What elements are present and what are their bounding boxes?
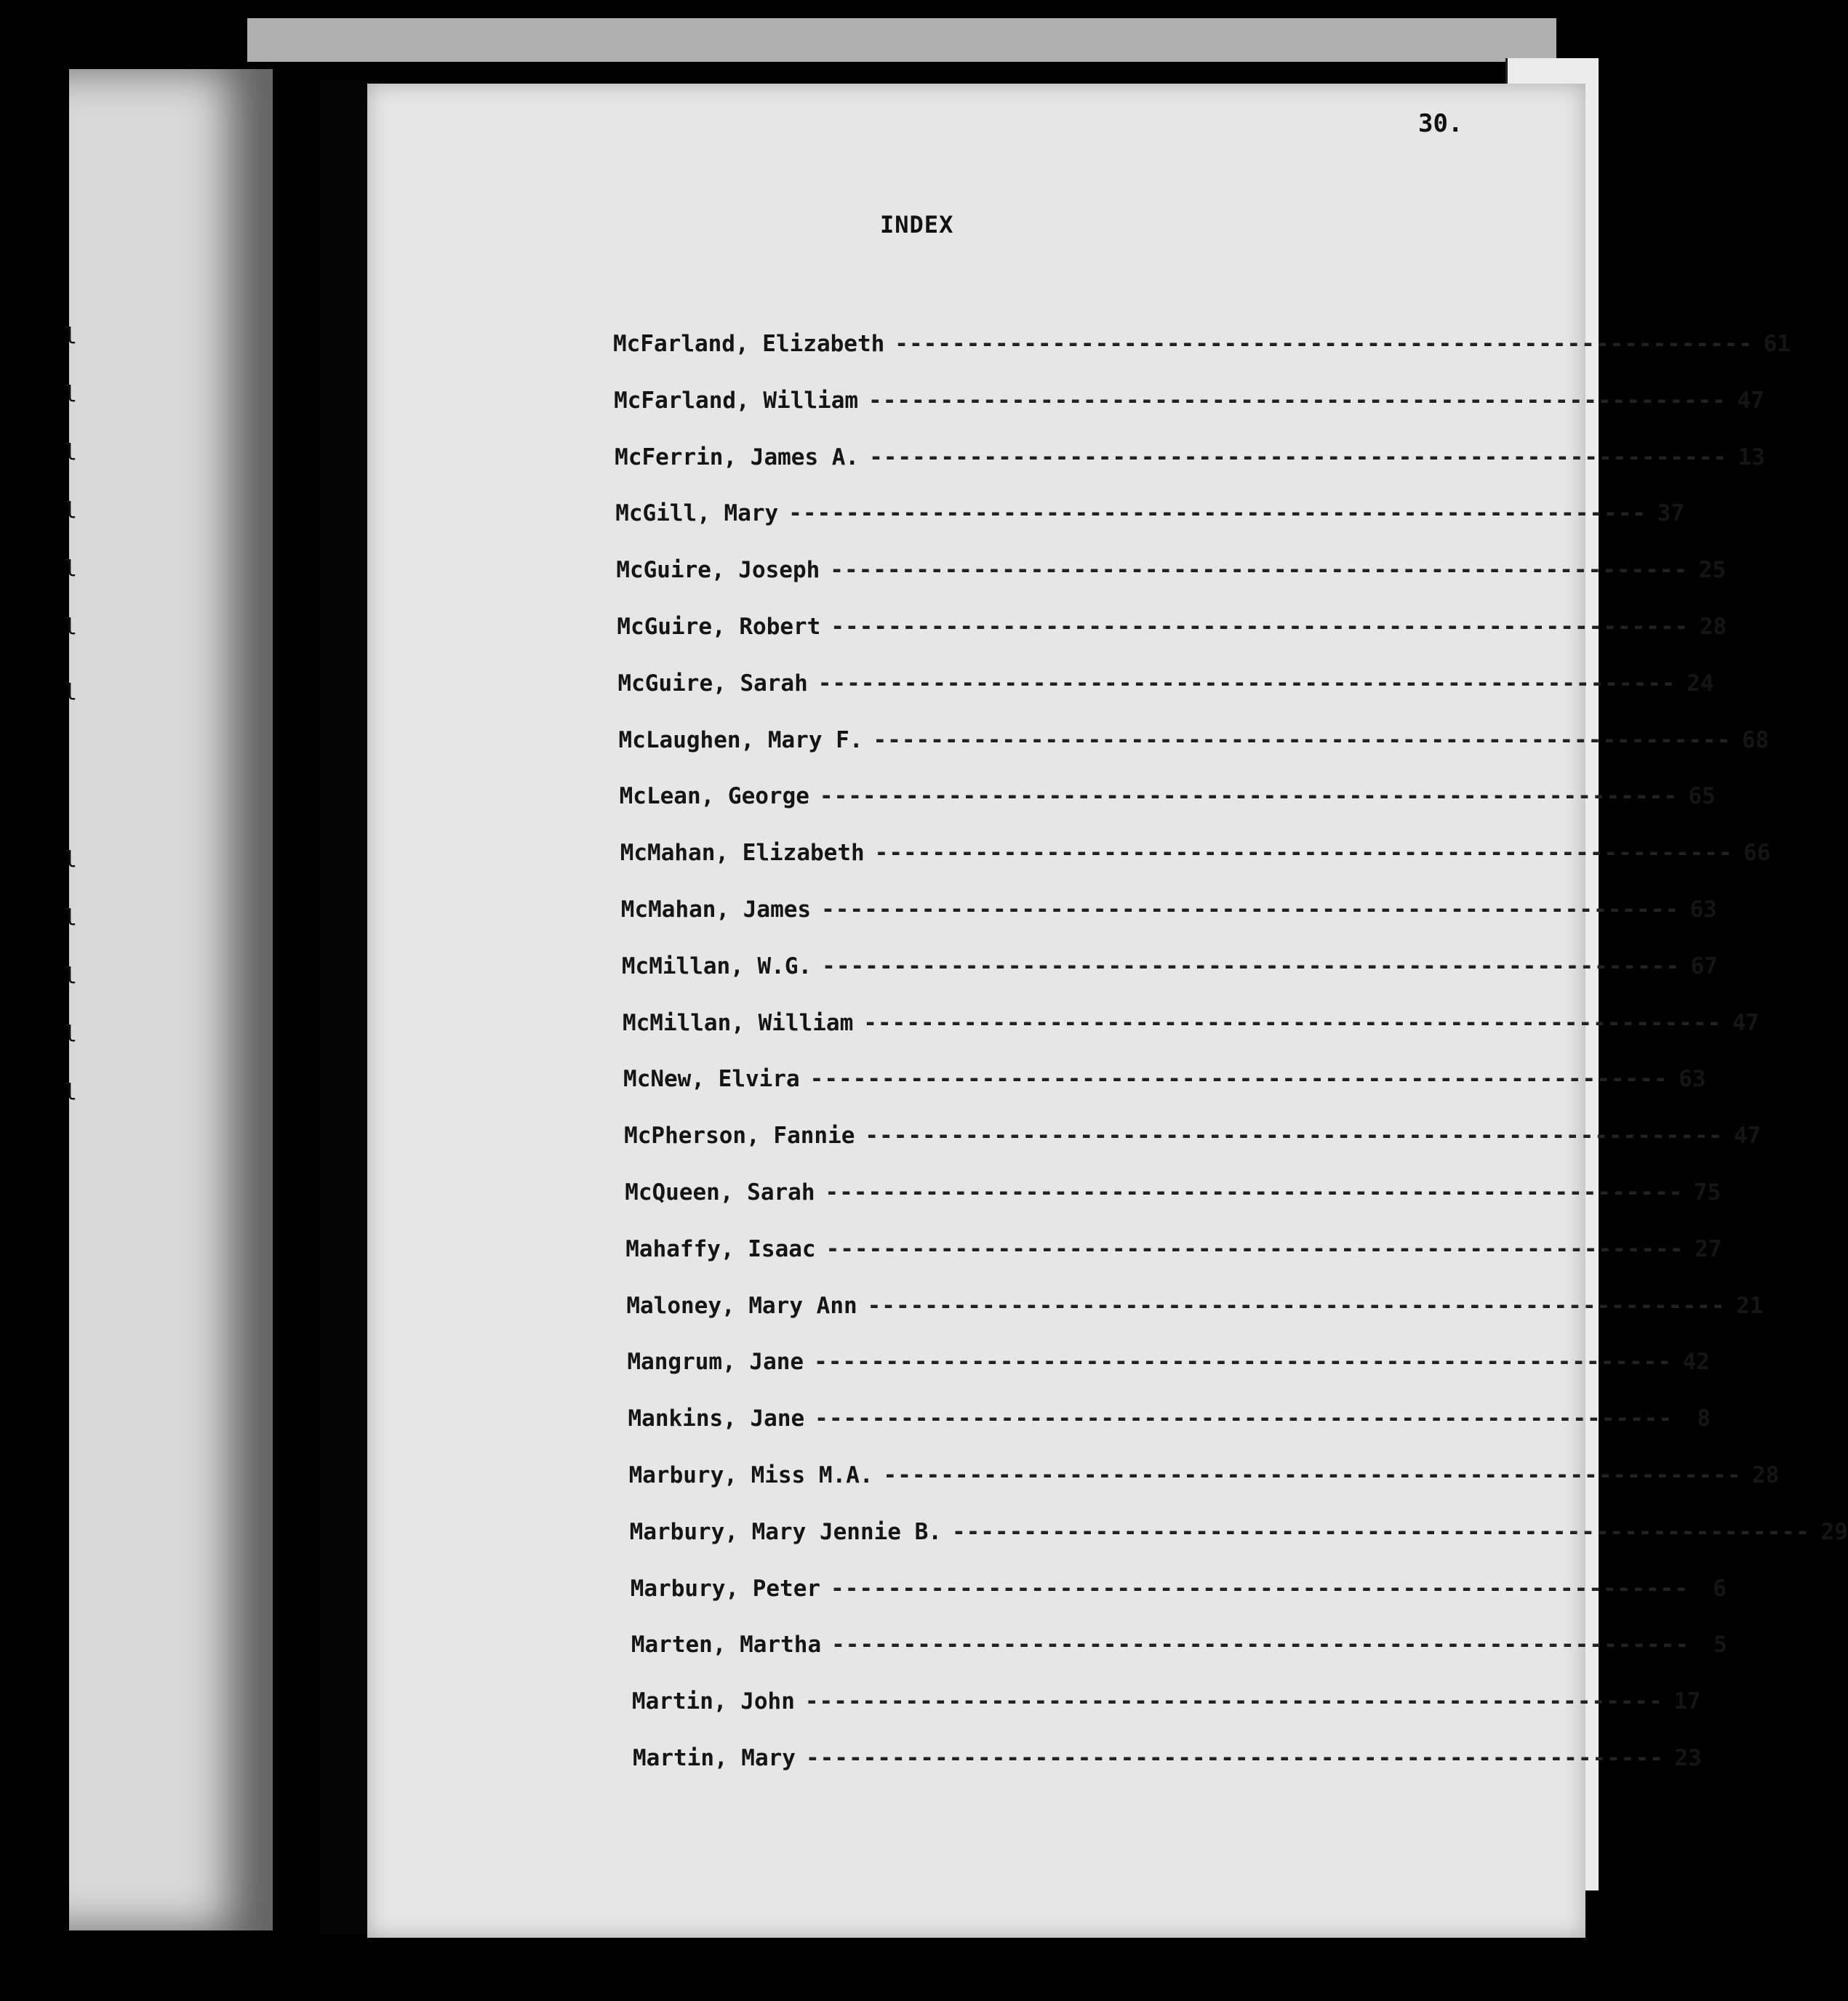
- dot-leader: ------------------------------------------------------------: [788, 500, 1647, 527]
- bleed-mark: l: [64, 680, 78, 705]
- bleed-mark: l: [64, 498, 78, 524]
- index-entry: [631, 1632, 1727, 1659]
- dot-leader: ------------------------------------------------------------: [831, 1632, 1689, 1659]
- index-entry: [630, 1575, 1727, 1602]
- entry-page-number: 66: [1743, 840, 1771, 867]
- index-entry: [633, 1745, 1702, 1771]
- entry-name: McLaughen, Mary F.: [618, 726, 863, 753]
- entry-name: McMahan, Elizabeth: [620, 840, 865, 867]
- entry-name: Maloney, Mary Ann: [626, 1292, 857, 1319]
- index-entry: [629, 1518, 1848, 1545]
- entry-name: Martin, John: [631, 1688, 795, 1715]
- entry-page-number: 17: [1673, 1688, 1701, 1715]
- index-entry: [615, 500, 1685, 527]
- entry-page-number: 68: [1742, 726, 1769, 753]
- dot-leader: ------------------------------------------------------------: [865, 1123, 1724, 1150]
- bleed-mark: l: [64, 1022, 78, 1047]
- entry-name: McGuire, Joseph: [616, 557, 820, 584]
- entry-name: McMillan, W.G.: [621, 953, 812, 979]
- page-title: INDEX: [880, 211, 954, 238]
- entry-name: McGuire, Robert: [617, 614, 821, 640]
- entry-page-number: 27: [1695, 1235, 1722, 1262]
- entry-name: Marbury, Peter: [630, 1575, 821, 1602]
- entry-name: McPherson, Fannie: [624, 1123, 855, 1150]
- bleed-mark: l: [64, 614, 78, 640]
- index-entry: [628, 1405, 1711, 1432]
- entry-name: McFerrin, James A.: [615, 444, 860, 470]
- entry-name: McGuire, Sarah: [617, 670, 808, 697]
- bleed-mark: l: [64, 847, 78, 873]
- entry-page-number: 24: [1687, 670, 1714, 697]
- index-entry: [627, 1349, 1710, 1376]
- index-entry: [626, 1292, 1764, 1319]
- bleed-mark: l: [64, 382, 78, 407]
- dot-leader: ------------------------------------------------------------: [830, 557, 1689, 584]
- bleed-mark: l: [64, 556, 78, 582]
- entry-page-number: 28: [1752, 1462, 1780, 1488]
- index-entry: [615, 444, 1765, 470]
- dot-leader: ------------------------------------------------------------: [863, 1009, 1722, 1036]
- entry-page-number: 47: [1737, 387, 1764, 414]
- entry-name: McQueen, Sarah: [625, 1179, 815, 1206]
- dot-leader: ------------------------------------------------------------: [869, 444, 1727, 470]
- index-entry: [618, 726, 1769, 753]
- index-entry: [625, 1235, 1722, 1262]
- entry-page-number: 6: [1713, 1575, 1727, 1602]
- bleed-mark: l: [64, 440, 78, 465]
- dot-leader: ------------------------------------------------------------: [821, 897, 1679, 923]
- entry-name: Marbury, Mary Jennie B.: [629, 1518, 942, 1545]
- dot-leader: ------------------------------------------------------------: [822, 953, 1680, 979]
- entry-name: McMillan, William: [622, 1009, 854, 1036]
- entry-name: McFarland, Elizabeth: [613, 331, 885, 357]
- entry-page-number: 63: [1689, 897, 1717, 923]
- dot-leader: ------------------------------------------------------------: [867, 1292, 1726, 1319]
- entry-name: Mangrum, Jane: [627, 1349, 804, 1376]
- index-entry: [624, 1123, 1761, 1150]
- entry-page-number: 25: [1698, 557, 1727, 584]
- dot-leader: ------------------------------------------------------------: [815, 1405, 1673, 1432]
- page-number: 30.: [1418, 109, 1463, 138]
- entry-page-number: 42: [1682, 1349, 1710, 1376]
- bleed-mark: l: [64, 905, 78, 931]
- index-entry: [622, 1009, 1760, 1036]
- index-entry: [623, 1066, 1706, 1093]
- index-entry: [621, 953, 1718, 979]
- dot-leader: ------------------------------------------------------------: [883, 1462, 1742, 1488]
- index-entry: [619, 783, 1716, 810]
- entry-name: McMahan, James: [620, 897, 812, 923]
- dot-leader: ------------------------------------------------------------: [874, 840, 1733, 867]
- top-page-edge: [247, 18, 1556, 62]
- dot-leader: ------------------------------------------------------------: [873, 726, 1732, 753]
- index-entry: [616, 557, 1727, 584]
- entry-name: Marbury, Miss M.A.: [628, 1462, 873, 1488]
- entry-page-number: 47: [1733, 1123, 1761, 1150]
- entry-page-number: 61: [1763, 331, 1791, 357]
- entry-page-number: 47: [1732, 1009, 1760, 1036]
- index-entry: [620, 840, 1771, 867]
- dot-leader: ------------------------------------------------------------: [825, 1179, 1684, 1206]
- dot-leader: ------------------------------------------------------------: [814, 1349, 1672, 1376]
- entry-name: McLean, George: [619, 783, 809, 810]
- entry-page-number: 8: [1697, 1405, 1711, 1432]
- entry-page-number: 21: [1736, 1292, 1764, 1319]
- dot-leader: ------------------------------------------------------------: [831, 614, 1689, 640]
- entry-page-number: 28: [1699, 614, 1727, 640]
- dot-leader: ------------------------------------------------------------: [895, 331, 1753, 357]
- entry-page-number: 75: [1693, 1179, 1721, 1206]
- bleed-mark: l: [64, 963, 78, 989]
- entry-page-number: 5: [1713, 1632, 1727, 1659]
- dot-leader: ------------------------------------------------------------: [819, 783, 1678, 810]
- entry-page-number: 65: [1688, 783, 1716, 810]
- index-entry: [614, 387, 1764, 414]
- dot-leader: ------------------------------------------------------------: [809, 1066, 1668, 1093]
- dot-leader: ------------------------------------------------------------: [951, 1518, 1810, 1545]
- dot-leader: ------------------------------------------------------------: [817, 670, 1676, 697]
- dot-leader: ------------------------------------------------------------: [868, 387, 1727, 414]
- dot-leader: ------------------------------------------------------------: [805, 1745, 1664, 1771]
- dot-leader: ------------------------------------------------------------: [831, 1575, 1689, 1602]
- index-entry: [620, 897, 1717, 923]
- left-page-edge: [69, 69, 273, 1930]
- entry-page-number: 23: [1674, 1745, 1702, 1771]
- entry-page-number: 67: [1690, 953, 1718, 979]
- bleed-mark: l: [64, 1080, 78, 1105]
- entry-page-number: 13: [1737, 444, 1765, 470]
- entry-page-number: 63: [1679, 1066, 1706, 1093]
- entry-name: McNew, Elvira: [623, 1066, 800, 1093]
- entry-page-number: 37: [1657, 500, 1685, 527]
- entry-name: McGill, Mary: [615, 500, 779, 527]
- entry-name: Mankins, Jane: [628, 1405, 805, 1432]
- dot-leader: ------------------------------------------------------------: [825, 1235, 1684, 1262]
- entry-name: Marten, Martha: [631, 1632, 822, 1659]
- entry-page-number: 29: [1820, 1518, 1848, 1545]
- left-page-bleed-marks: [64, 324, 93, 1854]
- index-entry: [625, 1179, 1721, 1206]
- entry-name: Martin, Mary: [633, 1745, 796, 1771]
- index-entry: [628, 1462, 1780, 1488]
- bleed-mark: l: [64, 324, 78, 349]
- dot-leader: ------------------------------------------------------------: [804, 1688, 1663, 1715]
- index-entry: [617, 614, 1727, 640]
- index-entry: [613, 331, 1791, 357]
- index-entry: [631, 1688, 1701, 1715]
- index-entry: [617, 670, 1714, 697]
- entry-name: McFarland, William: [614, 387, 859, 414]
- entry-name: Mahaffy, Isaac: [625, 1235, 816, 1262]
